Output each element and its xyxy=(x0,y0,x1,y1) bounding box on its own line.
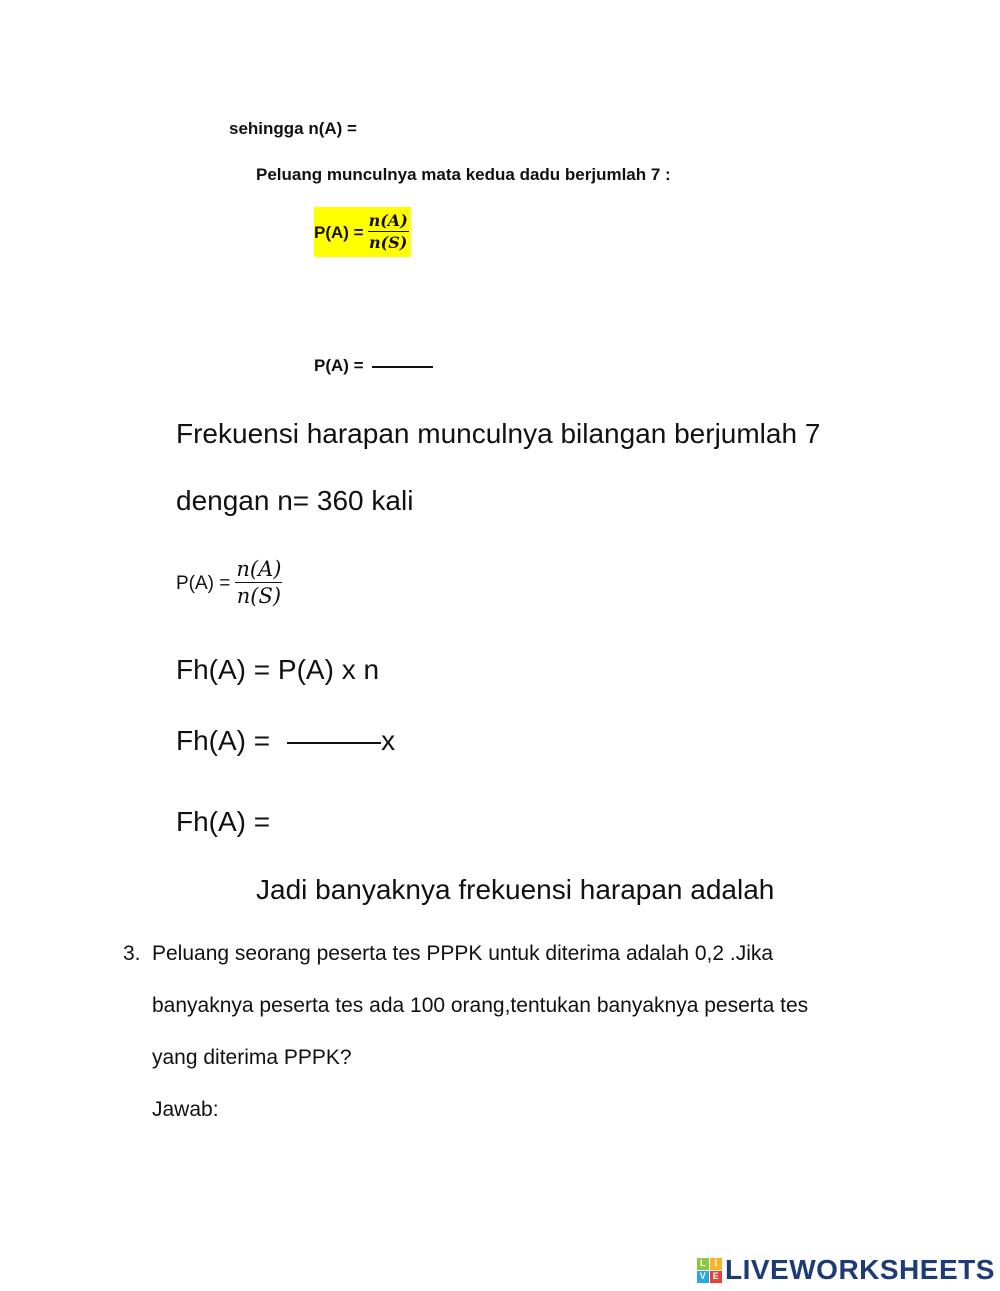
denominator: n(S) xyxy=(369,233,408,252)
fh-blank-label: Fh(A) = xyxy=(176,725,271,756)
logo-tiles-icon xyxy=(697,1258,722,1283)
blank-fraction-bar xyxy=(372,366,433,368)
liveworksheets-logo xyxy=(697,1256,995,1284)
logo-tile: I xyxy=(710,1258,722,1270)
fh-result: Fh(A) = xyxy=(176,806,271,837)
formula-lhs: P(A) = xyxy=(314,222,364,242)
question-line-2: banyaknya peserta tes ada 100 orang,tentukan banyaknya peserta tes xyxy=(152,994,809,1017)
pa-blank-label: P(A) = xyxy=(314,356,364,375)
times-sign: x xyxy=(381,725,396,756)
formula-lhs: P(A) = xyxy=(176,572,231,594)
question-line-1: Peluang seorang peserta tes PPPK untuk diterima adalah 0,2 .Jika xyxy=(152,942,774,965)
logo-text: LIVEWORKSHEETS xyxy=(725,1254,995,1285)
peluang-heading: Peluang munculnya mata kedua dadu berjumlah 7 : xyxy=(256,165,671,184)
conclusion: Jadi banyaknya frekuensi harapan adalah xyxy=(256,874,775,905)
logo-tile: L xyxy=(697,1258,709,1270)
fraction xyxy=(368,213,409,251)
sehingga-text: sehingga n(A) = xyxy=(229,119,357,138)
blank-fraction-bar xyxy=(287,742,381,744)
numerator: n(A) xyxy=(236,557,282,581)
logo-tile: V xyxy=(697,1271,709,1283)
logo-tile: E xyxy=(710,1271,722,1283)
pa-blank-line xyxy=(314,357,433,374)
probability-formula-highlighted xyxy=(314,207,411,257)
frekuensi-line-2: dengan n= 360 kali xyxy=(176,485,414,516)
frekuensi-line-1: Frekuensi harapan munculnya bilangan berjumlah 7 xyxy=(176,418,821,449)
fh-formula: Fh(A) = P(A) x n xyxy=(176,654,380,685)
fraction xyxy=(235,559,282,607)
answer-label: Jawab: xyxy=(152,1098,219,1121)
numerator: n(A) xyxy=(368,211,408,230)
fh-blank-line xyxy=(176,727,395,755)
probability-formula xyxy=(176,550,282,616)
question-line-3: yang diterima PPPK? xyxy=(152,1046,352,1069)
question-number: 3. xyxy=(123,942,141,965)
denominator: n(S) xyxy=(236,584,282,608)
